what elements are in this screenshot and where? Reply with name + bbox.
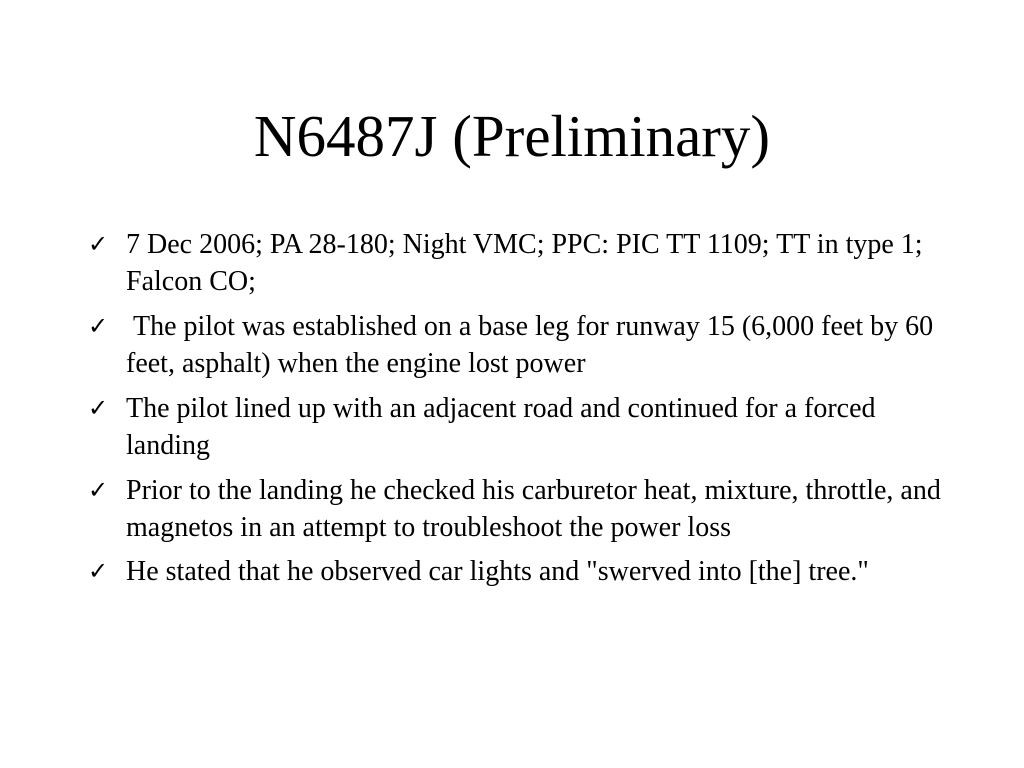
bullet-text: 7 Dec 2006; PA 28-180; Night VMC; PPC: PIC TT 1109; TT in type 1; Falcon CO; xyxy=(126,229,923,297)
bullet-item xyxy=(88,308,948,382)
bullet-item xyxy=(88,472,948,546)
check-icon: ✓ xyxy=(88,476,109,504)
bullet-text: He stated that he observed car lights and "swerved into [the] tree." xyxy=(126,556,869,587)
bullet-item xyxy=(88,226,948,300)
check-icon: ✓ xyxy=(88,394,109,422)
slide-title: N6487J (Preliminary) xyxy=(253,103,771,169)
bullet-item xyxy=(88,553,948,590)
bullet-item xyxy=(88,390,948,464)
check-icon: ✓ xyxy=(88,230,109,258)
bullet-text: The pilot was established on a base leg for runway 15 (6,000 feet by 60 feet, asphalt) when the engine lost power xyxy=(126,311,941,379)
bullet-text: Prior to the landing he checked his carburetor heat, mixture, throttle, and magnetos in an attempt to troubleshoot the power loss xyxy=(126,475,941,543)
bullet-text: The pilot lined up with an adjacent road and continued for a forced landing xyxy=(126,393,876,461)
bullet-list xyxy=(88,226,948,598)
check-icon: ✓ xyxy=(88,312,109,340)
check-icon: ✓ xyxy=(88,557,109,585)
